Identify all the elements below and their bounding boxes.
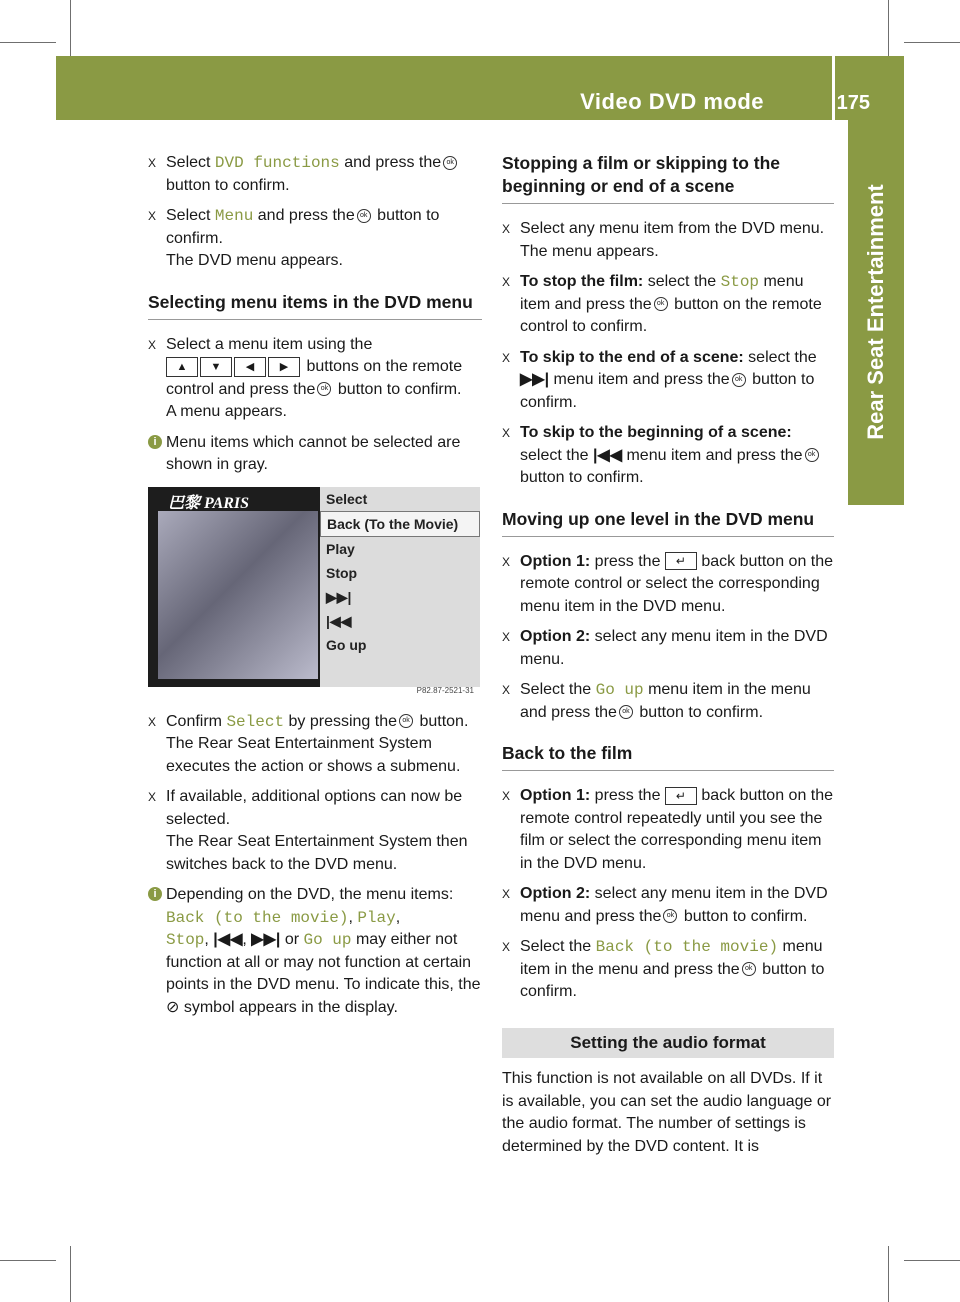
step-item: X Option 1: press the ↵ back button on the remote control repeatedly until you see the film or select the corresponding menu item in the DVD menu. — [502, 787, 834, 872]
step-item: X Select the Go up menu item in the menu and press the ok button to confirm. — [502, 681, 811, 721]
ok-button-icon: ok — [399, 714, 413, 728]
step-item: X Select any menu item from the DVD menu. The menu appears. — [502, 220, 825, 260]
crop-mark — [888, 0, 889, 56]
up-key-icon: ▲ — [166, 357, 198, 377]
step-item: X Confirm Select by pressing the ok button. The Rear Seat Entertainment System executes the action or shows a submenu. — [148, 712, 469, 775]
skip-forward-icon: ▶▶| — [251, 931, 281, 948]
arrow-icon: X — [148, 790, 157, 804]
not-allowed-icon: ⊘ — [166, 998, 180, 1016]
ok-button-icon: ok — [619, 705, 633, 719]
info-icon: i — [148, 887, 162, 901]
dvd-menu-screenshot — [148, 487, 480, 695]
page-number: 175 — [836, 92, 870, 114]
section-heading: Stopping a film or skipping to the beginning or end of a scene — [502, 152, 834, 204]
ok-button-icon: ok — [443, 156, 457, 170]
ok-button-icon: ok — [317, 382, 331, 396]
step-item: X Select DVD functions and press the ok button to confirm. — [148, 152, 482, 197]
right-key-icon: ▶ — [268, 357, 300, 377]
screen-menu — [320, 487, 480, 687]
screen-menu-item: ▶▶| — [326, 588, 352, 605]
screen-title: 巴黎 PARIS — [168, 494, 250, 512]
figure-code: P82.87-2521-31 — [416, 686, 474, 695]
step-item: X Option 2: select any menu item in the DVD menu and press the ok button to confirm. — [502, 885, 828, 925]
screen-menu-item: Select — [326, 490, 368, 507]
step-item: X To skip to the beginning of a scene: select the |◀◀ menu item and press the ok button to confirm. — [502, 422, 834, 490]
skip-back-icon: |◀◀ — [213, 931, 243, 948]
section-heading: Moving up one level in the DVD menu — [502, 508, 834, 537]
info-note: i Depending on the DVD, the menu items: Back (to the movie), Play, Stop, |◀◀, ▶▶| or Go up may either not function at all or may not function at certain points in the DVD menu. To indicate this, the ⊘ symbol appears in the display. — [148, 884, 482, 1019]
crop-mark — [70, 0, 71, 56]
step-item: X Select the Back (to the movie) menu item in the menu and press the ok button to confirm. — [502, 938, 825, 1000]
screen-menu-item: |◀◀ — [326, 612, 352, 629]
crop-mark — [904, 42, 960, 43]
section-title: Video DVD mode — [580, 89, 764, 114]
arrow-icon: X — [502, 554, 511, 569]
left-column — [148, 152, 482, 1027]
screen-menu-item: Back (To the Movie) — [320, 511, 480, 537]
arrow-icon: X — [148, 337, 157, 352]
crop-mark — [0, 1260, 56, 1261]
screen-menu-item: Go up — [326, 636, 367, 653]
ok-button-icon: ok — [357, 209, 371, 223]
ok-button-icon: ok — [663, 909, 677, 923]
crop-mark — [0, 42, 56, 43]
skip-forward-icon: ▶▶| — [520, 371, 550, 388]
step-item: X Select Menu and press the ok button to confirm. The DVD menu appears. — [148, 207, 440, 269]
section-heading: Selecting menu items in the DVD menu — [148, 291, 482, 320]
info-icon: i — [148, 435, 162, 449]
crop-mark — [888, 1246, 889, 1302]
step-item: X Option 2: select any menu item in the DVD menu. — [502, 628, 828, 668]
skip-back-icon: |◀◀ — [592, 446, 623, 464]
back-key-icon: ↵ — [665, 787, 697, 805]
down-key-icon: ▼ — [200, 357, 232, 377]
arrow-icon: X — [502, 630, 511, 644]
section-heading-boxed: Setting the audio format — [502, 1028, 834, 1059]
arrow-icon: X — [502, 940, 511, 954]
arrow-icon: X — [502, 683, 511, 697]
arrow-icon: X — [148, 209, 157, 223]
arrow-icon: X — [148, 156, 157, 170]
ok-button-icon: ok — [654, 297, 668, 311]
page-header — [56, 56, 904, 120]
ok-button-icon: ok — [805, 448, 819, 462]
map-image — [158, 511, 318, 679]
arrow-icon: X — [502, 887, 511, 901]
screen-menu-item: Play — [326, 540, 355, 557]
screen-menu-item: Stop — [326, 564, 358, 581]
step-item: X Option 1: press the ↵ back button on the remote control or select the corresponding menu item in the DVD menu. — [502, 552, 834, 615]
back-key-icon: ↵ — [665, 552, 697, 570]
body-paragraph: This function is not available on all DVDs. If it is available, you can set the audio language or the audio format. The number of settings is determined by the DVD content. It is — [502, 1070, 832, 1155]
arrow-icon: X — [502, 275, 511, 289]
crop-mark — [70, 1246, 71, 1302]
info-note: i Menu items which cannot be selected are shown in gray. — [148, 432, 482, 477]
left-key-icon: ◀ — [234, 357, 266, 377]
section-heading: Back to the film — [502, 742, 834, 771]
arrow-icon: X — [502, 789, 511, 803]
header-divider — [832, 56, 835, 120]
step-item: X To skip to the end of a scene: select the ▶▶| menu item and press the ok button to confirm. — [502, 348, 817, 411]
ok-button-icon: ok — [732, 373, 746, 387]
arrow-icon: X — [148, 714, 157, 729]
side-tab-label: Rear Seat Entertainment — [863, 184, 888, 440]
arrow-icon: X — [502, 426, 511, 440]
right-column — [502, 152, 834, 1158]
step-item: X To stop the film: select the Stop menu item and press the ok button on the remote control to confirm. — [502, 273, 822, 335]
arrow-icon: X — [502, 222, 511, 236]
step-item: X If available, additional options can now be selected. The Rear Seat Entertainment System then switches back to the DVD menu. — [148, 788, 468, 873]
step-item: X Select a menu item using the ▲ ▼ ◀ ▶ buttons on the remote control and press the ok button to confirm. A menu appears. — [148, 335, 463, 420]
ok-button-icon: ok — [742, 962, 756, 976]
crop-mark — [904, 1260, 960, 1261]
arrow-icon: X — [502, 350, 511, 365]
